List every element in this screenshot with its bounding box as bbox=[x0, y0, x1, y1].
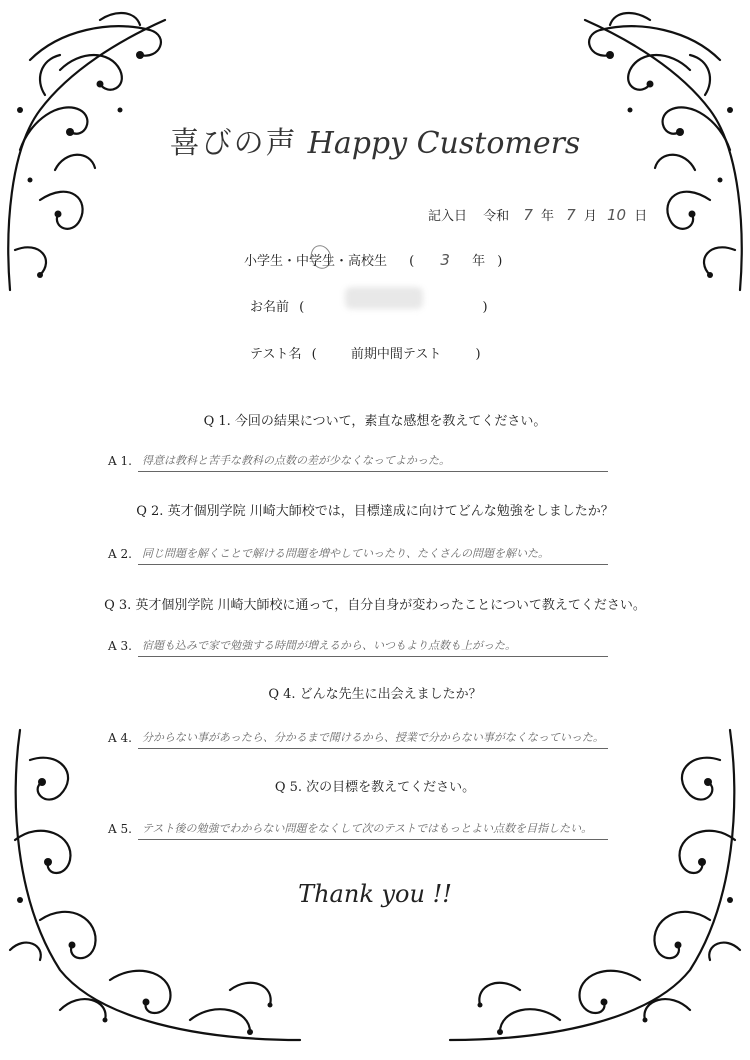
page-title bbox=[0, 118, 750, 162]
question-label: Q 2. bbox=[136, 504, 164, 519]
grade-unit: 年 bbox=[472, 254, 486, 269]
answer-underline bbox=[138, 471, 608, 472]
question-text: 英才個別学院 川崎大師校に通って，自分自身が変わったことについて教えてください。 bbox=[135, 598, 646, 613]
thank-you-text: Thank you !! bbox=[298, 880, 452, 908]
answer-label: A 4. bbox=[108, 731, 132, 745]
question-5 bbox=[0, 776, 750, 795]
question-text: 英才個別学院 川崎大師校では，目標達成に向けてどんな勉強をしましたか？ bbox=[167, 504, 614, 519]
question-text: 次の目標を教えてください。 bbox=[306, 780, 476, 795]
question-text: どんな先生に出会えましたか？ bbox=[299, 687, 482, 702]
test-open: ( bbox=[311, 347, 317, 362]
date-day: 10 bbox=[607, 206, 627, 224]
answer-label: A 1. bbox=[108, 454, 132, 468]
date-line bbox=[428, 205, 647, 224]
name-close: ) bbox=[482, 300, 488, 315]
question-text: 今回の結果について，素直な感想を教えてください。 bbox=[234, 414, 547, 429]
date-month: 7 bbox=[566, 206, 576, 224]
grade-options: 小学生・中学生・高校生 bbox=[244, 254, 388, 269]
question-label: Q 1. bbox=[203, 414, 231, 429]
name-line bbox=[250, 296, 488, 315]
answer-3 bbox=[108, 637, 608, 657]
answer-underline bbox=[138, 839, 608, 840]
test-line bbox=[250, 343, 481, 362]
question-label: Q 4. bbox=[268, 687, 296, 702]
test-close: ) bbox=[475, 347, 481, 362]
date-month-unit: 月 bbox=[583, 209, 597, 224]
date-day-unit: 日 bbox=[634, 209, 648, 224]
test-label: テスト名 bbox=[250, 347, 302, 362]
answer-label: A 3. bbox=[108, 639, 132, 653]
answer-label: A 5. bbox=[108, 822, 132, 836]
question-3 bbox=[0, 594, 750, 613]
grade-line bbox=[244, 250, 502, 269]
date-era: 令和 bbox=[483, 209, 510, 224]
answer-2 bbox=[108, 545, 608, 565]
grade-close: ) bbox=[497, 254, 503, 269]
question-4 bbox=[0, 683, 750, 702]
date-label: 記入日 bbox=[428, 209, 468, 224]
answer-text: 分からない事があったら、分かるまで聞けるから、授業で分からない事がなくなっていった。 bbox=[142, 731, 604, 744]
date-year: 7 bbox=[523, 206, 533, 224]
question-1 bbox=[0, 410, 750, 429]
question-label: Q 5. bbox=[274, 780, 303, 795]
name-label: お名前 bbox=[250, 300, 290, 315]
name-open: ( bbox=[299, 300, 305, 315]
answer-5 bbox=[108, 820, 608, 840]
title-japanese: 喜びの声 bbox=[169, 126, 298, 161]
title-english: Happy Customers bbox=[307, 126, 581, 161]
answer-underline bbox=[138, 748, 608, 749]
answer-4 bbox=[108, 729, 608, 749]
question-2 bbox=[0, 500, 750, 519]
answer-1 bbox=[108, 452, 608, 472]
answer-text: テスト後の勉強でわからない問題をなくして次のテストではもっとよい点数を目指したい。 bbox=[142, 822, 593, 835]
answer-text: 同じ問題を解くことで解ける問題を増やしていったり、たくさんの問題を解いた。 bbox=[142, 547, 549, 560]
answer-label: A 2. bbox=[108, 547, 132, 561]
grade-value: 3 bbox=[440, 251, 450, 269]
answer-underline bbox=[138, 656, 608, 657]
answer-text: 得意は教科と苦手な教科の点数の差が少なくなってよかった。 bbox=[142, 454, 450, 467]
date-year-unit: 年 bbox=[541, 209, 555, 224]
grade-open: ( bbox=[409, 254, 415, 269]
test-value: 前期中間テスト bbox=[350, 347, 442, 362]
question-label: Q 3. bbox=[104, 598, 132, 613]
answer-text: 宿題も込みで家で勉強する時間が増えるから、いつもより点数も上がった。 bbox=[142, 639, 516, 652]
answer-underline bbox=[138, 564, 608, 565]
